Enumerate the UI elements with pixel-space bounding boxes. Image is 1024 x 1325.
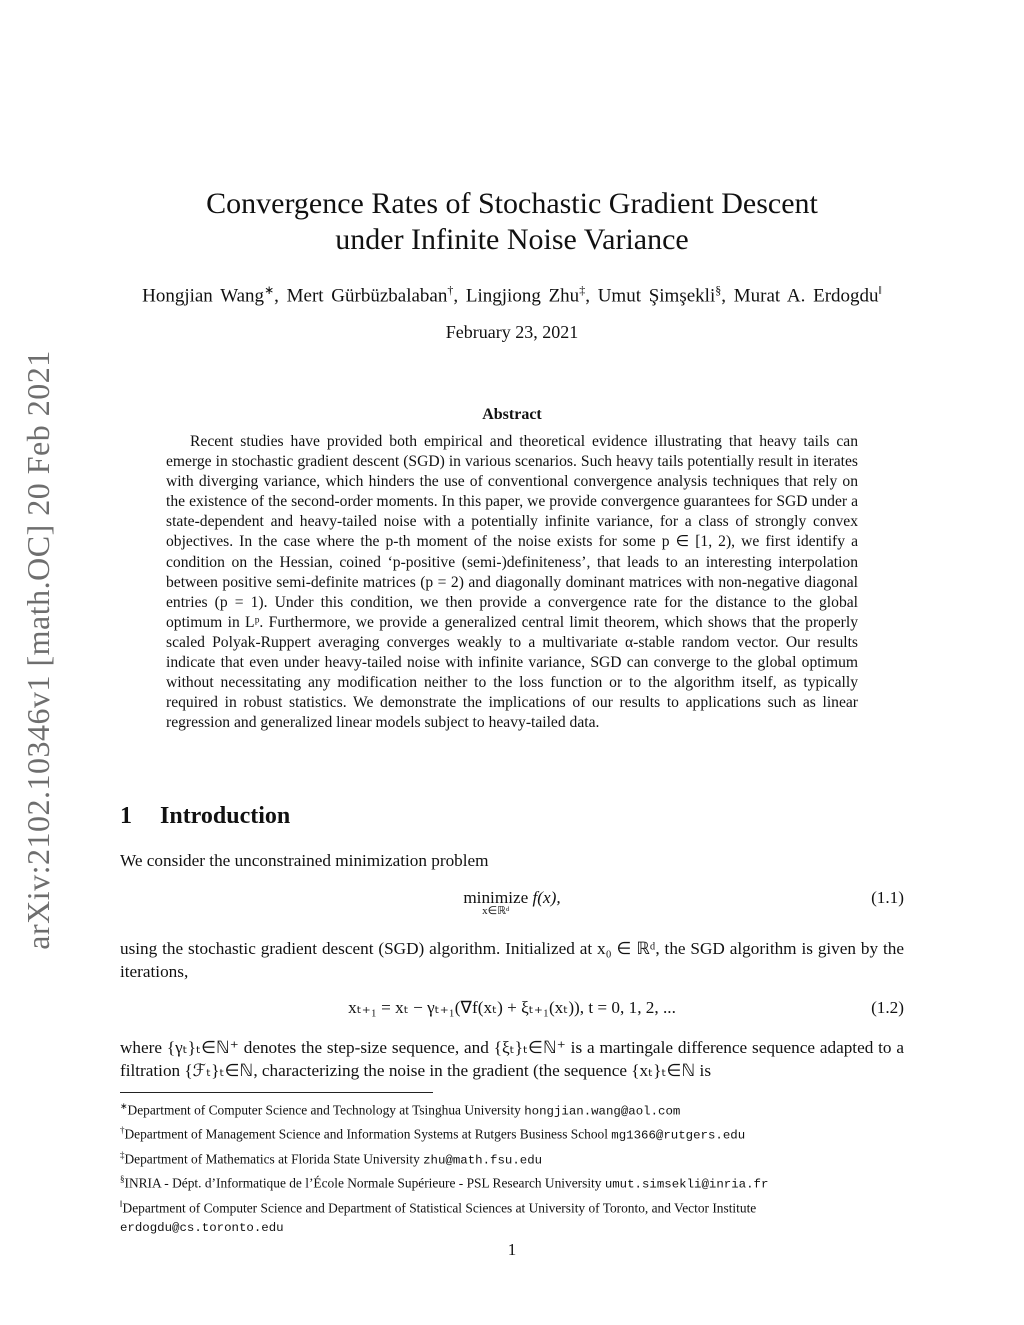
title-line-1: Convergence Rates of Stochastic Gradient Descent — [206, 187, 818, 220]
footnote-rule — [120, 1092, 433, 1093]
sgd-update-equation: xₜ₊₁ = xₜ − γₜ₊₁(∇f(xₜ) + ξₜ₊₁(xₜ)), t = 0, 1, 2, ... — [348, 998, 676, 1017]
author-name: Hongjian Wang — [142, 285, 265, 307]
footnote — [120, 1170, 904, 1194]
arxiv-side-stamp: arXiv:2102.10346v1 [math.OC] 20 Feb 2021 — [20, 350, 56, 950]
footnote-mark: ∗ — [120, 1101, 128, 1111]
objective-expression: f(x), — [532, 888, 561, 907]
abstract-body: Recent studies have provided both empirical and theoretical evidence illustrating that heavy tails can emerge in stochastic gradient descent (SGD) in various scenarios. Such heavy tails potentially result in iterates with diverging variance, which hinders the use of conventional convergence analysis techniques that rely on the existence of the second-order moments. In this paper, we provide convergence guarantees for SGD under a state-dependent and heavy-tailed noise with a potentially infinite variance, for a class of strongly convex objectives. In the case where the p-th moment of the noise exists for some p ∈ [1, 2), we first identify a condition on the Hessian, coined ‘p-positive (semi-)definiteness’, that leads to an interesting interpolation between positive semi-definite matrices (p = 2) and diagonally dominant matrices with non-negative diagonal entries (p = 1). Under this condition, we then provide a convergence rate for the distance to the global optimum in Lᵖ. Furthermore, we provide a generalized central limit theorem, which shows that the properly scaled Polyak-Ruppert averaging converges weakly to a multivariate α-stable random vector. Our results indicate that even under heavy-tailed noise with infinite variance, SGD can converge to the global optimum without necessitating any modification neither to the loss function or to the algorithm itself, as typically required in robust statistics. We demonstrate the implications of our results to applications such as linear regression and generalized linear models subject to heavy-tailed data. — [166, 433, 858, 732]
footnote-text: Department of Mathematics at Florida State University — [124, 1151, 424, 1167]
title-line-2: under Infinite Noise Variance — [335, 223, 689, 256]
operator-subscript: x∈ℝᵈ — [482, 905, 510, 917]
footnote-mark: ‖ — [120, 1198, 123, 1209]
equation — [120, 888, 904, 922]
operator-text: minimize — [463, 888, 529, 907]
author-name: Umut Şimşekli — [597, 285, 716, 307]
page-number: 1 — [507, 1240, 517, 1259]
paragraph: where {γₜ}ₜ∈ℕ⁺ denotes the step-size sequence, and {ξₜ}ₜ∈ℕ⁺ is a martingale difference sequence adapted to a filtration {ℱₜ}ₜ∈ℕ, characterizing the noise in the gradient (the sequence {xₜ}ₜ∈ℕ is — [120, 1038, 904, 1080]
section-number: 1 — [120, 803, 132, 829]
footnote-mark: ‡ — [120, 1149, 125, 1160]
equation-number: (1.2) — [871, 998, 904, 1017]
footnote — [120, 1146, 904, 1170]
paragraph: using the stochastic gradient descent (SGD) algorithm. Initialized at x₀ ∈ ℝᵈ, the SGD algorithm is given by the iterations, — [120, 939, 904, 981]
paper-date: February 23, 2021 — [445, 322, 579, 342]
author-footnote-mark: ‖ — [878, 283, 882, 297]
section-title: Introduction — [160, 803, 291, 829]
equation-number: (1.1) — [871, 888, 904, 907]
author-footnote-mark: § — [715, 283, 722, 297]
author-footnote-mark: † — [447, 283, 454, 297]
footnote-email: erdogdu@cs.toronto.edu — [120, 1221, 284, 1236]
equation-body — [120, 888, 904, 917]
author-list: Hongjian Wang∗, Mert Gürbüzbalaban†, Lingjiong Zhu‡, Umut Şimşekli§, Murat A. Erdogdu‖ — [142, 283, 882, 307]
author-name: Lingjiong Zhu — [465, 285, 580, 307]
author-footnote-mark: ∗ — [264, 283, 275, 297]
footnote-mark: † — [120, 1125, 125, 1136]
footnote-text: Department of Computer Science and Department of Statistical Sciences at University of Toronto, and Vector Institute — [122, 1200, 757, 1216]
paper-title — [0, 186, 1024, 258]
footnote — [120, 1121, 904, 1145]
footnotes — [120, 1097, 904, 1238]
paragraph: We consider the unconstrained minimization problem — [120, 851, 489, 870]
equation — [120, 998, 904, 1024]
footnote-text: INRIA - Dépt. d’Informatique de l’École Normale Supérieure - PSL Research University — [124, 1175, 605, 1191]
footnote-mark: § — [120, 1174, 125, 1185]
author-footnote-mark: ‡ — [579, 283, 586, 297]
footnote-email: mg1366@rutgers.edu — [611, 1128, 746, 1143]
footnote-text: Department of Management Science and Information Systems at Rutgers Business School — [124, 1126, 612, 1142]
footnote-text: Department of Computer Science and Technology at Tsinghua University — [127, 1102, 525, 1118]
minimize-operator — [463, 888, 528, 917]
footnote-email: umut.simsekli@inria.fr — [604, 1177, 769, 1192]
footnote — [120, 1097, 904, 1121]
author-name: Murat A. Erdogdu — [733, 285, 879, 307]
section-heading — [120, 803, 290, 830]
footnote-email: hongjian.wang@aol.com — [524, 1104, 681, 1119]
footnote-email: zhu@math.fsu.edu — [423, 1153, 543, 1168]
footnote — [120, 1195, 904, 1238]
abstract-heading: Abstract — [482, 406, 542, 423]
author-name: Mert Gürbüzbalaban — [286, 285, 448, 307]
